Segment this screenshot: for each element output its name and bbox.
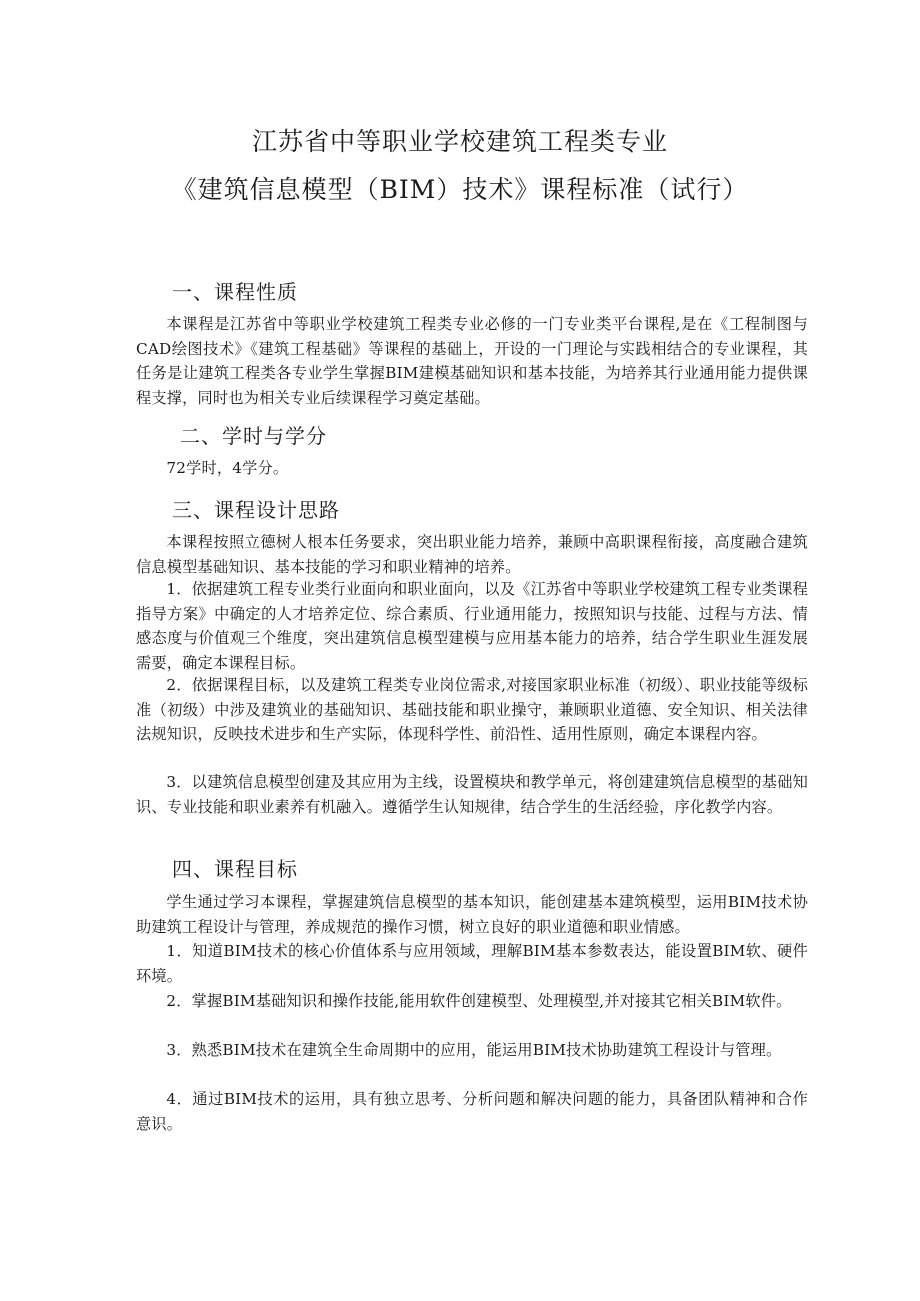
paragraph-goals-item-1: 1．知道BIM技术的核心价值体系与应用领域，理解BIM基本参数表达，能设置BIM软、硬件环境。	[136, 942, 808, 985]
paragraph-goals-intro: 学生通过学习本课程，掌握建筑信息模型的基本知识，能创建基本建筑模型，运用BIM技术协助建筑工程设计与管理，养成规范的操作习惯，树立良好的职业道德和职业情感。	[136, 893, 808, 936]
paragraph-goals-item-2: 2．掌握BIM基础知识和操作技能,能用软件创建模型、处理模型,并对接其它相关BIM软件。	[166, 992, 792, 1010]
paragraph-design-item-1: 1．依据建筑工程专业类行业面向和职业面向，以及《江苏省中等职业学校建筑工程专业类课程指导方案》中确定的人才培养定位、综合素质、行业通用能力，按照知识与技能、过程与方法、情感态度与价值观三个维度，突出建筑信息模型建模与应用基本能力的培养，结合学生职业生涯发展需要，确定本课程目标。	[136, 580, 808, 672]
document-title-line-2: 《建筑信息模型（BIM）技术》课程标准（试行）	[171, 175, 749, 204]
paragraph-nature: 本课程是江苏省中等职业学校建筑工程类专业必修的一门专业类平台课程,是在《工程制图与CAD绘图技术》《建筑工程基础》等课程的基础上，开设的一门理论与实践相结合的专业课程，其任务是让建筑工程类各专业学生掌握BIM建模基础知识和基本技能，为培养其行业通用能力提供课程支撑，同时也为相关专业后续课程学习奠定基础。	[136, 315, 808, 407]
document-title-line-1: 江苏省中等职业学校建筑工程类专业	[251, 127, 668, 156]
section-heading-hours: 二、学时与学分	[180, 424, 327, 448]
section-heading-design: 三、课程设计思路	[172, 498, 340, 522]
paragraph-design-item-3: 3．以建筑信息模型创建及其应用为主线，设置模块和教学单元，将创建建筑信息模型的基础知识、专业技能和职业素养有机融入。遵循学生认知规律，结合学生的生活经验，序化教学内容。	[136, 773, 808, 816]
paragraph-design-item-2: 2．依据课程目标，以及建筑工程类专业岗位需求,对接国家职业标准（初级）、职业技能等级标准（初级）中涉及建筑业的基础知识、基础技能和职业操守，兼顾职业道德、安全知识、相关法律法规知识，反映技术进步和生产实际，体现科学性、前沿性、适用性原则，确定本课程内容。	[136, 676, 808, 743]
paragraph-goals-item-4: 4．通过BIM技术的运用，具有独立思考、分析问题和解决问题的能力，具备团队精神和合作意识。	[136, 1090, 808, 1133]
paragraph-design-intro: 本课程按照立德树人根本任务要求，突出职业能力培养，兼顾中高职课程衔接，高度融合建筑信息模型基础知识、基本技能的学习和职业精神的培养。	[136, 533, 808, 576]
section-heading-goals: 四、课程目标	[172, 857, 298, 881]
section-heading-nature: 一、课程性质	[172, 280, 298, 304]
paragraph-goals-item-3: 3．熟悉BIM技术在建筑全生命周期中的应用，能运用BIM技术协助建筑工程设计与管理。	[166, 1041, 782, 1059]
paragraph-hours: 72学时，4学分。	[166, 459, 289, 477]
